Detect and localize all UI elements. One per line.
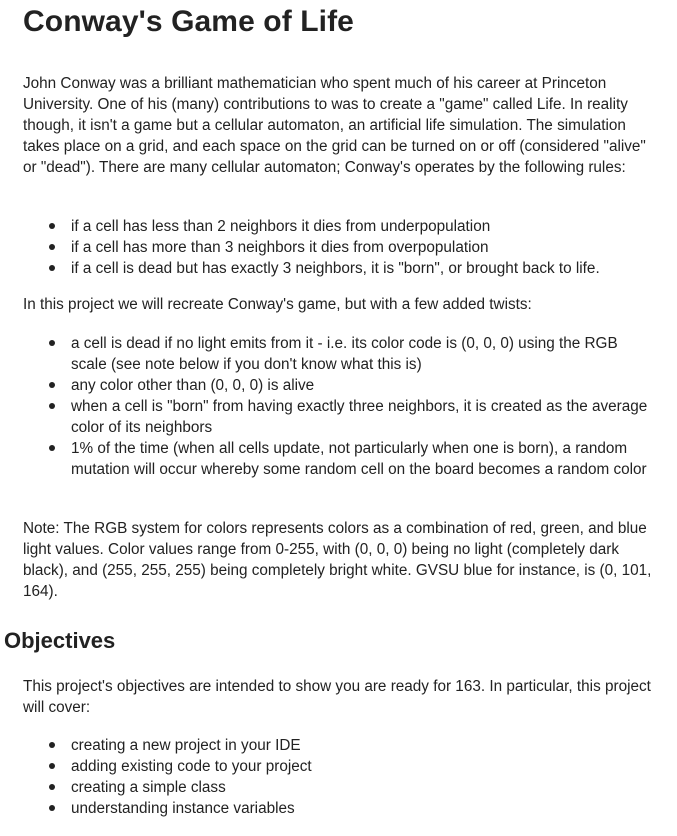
bullet-icon bbox=[49, 805, 55, 811]
bullet-icon bbox=[49, 223, 55, 229]
bullet-icon bbox=[49, 784, 55, 790]
list-item: understanding instance variables bbox=[23, 798, 653, 819]
list-item: creating a simple class bbox=[23, 777, 653, 798]
list-item: a cell is dead if no light emits from it - i.e. its color code is (0, 0, 0) using the RGB scale (see note below if you don't know what this is) bbox=[23, 333, 653, 375]
objectives-heading: Objectives bbox=[4, 628, 116, 653]
objectives-list bbox=[23, 735, 653, 819]
page-title: Conway's Game of Life bbox=[23, 5, 354, 38]
bullet-icon bbox=[49, 403, 55, 409]
list-item: creating a new project in your IDE bbox=[23, 735, 653, 756]
rgb-note-paragraph: Note: The RGB system for colors represents colors as a combination of red, green, and blue light values. Color values range from 0-255, with (0, 0, 0) being no light (completely dark black), and (255, 255, 255) being completely bright white. GVSU blue for instance, is (0, 101, 164). bbox=[23, 520, 652, 600]
list-item: adding existing code to your project bbox=[23, 756, 653, 777]
twists-list bbox=[23, 333, 653, 480]
bullet-icon bbox=[49, 382, 55, 388]
list-item: if a cell has more than 3 neighbors it dies from overpopulation bbox=[23, 237, 653, 258]
rules-list bbox=[23, 216, 653, 279]
list-item: if a cell has less than 2 neighbors it dies from underpopulation bbox=[23, 216, 653, 237]
intro-paragraph: John Conway was a brilliant mathematician who spent much of his career at Princeton University. One of his (many) contributions to was to create a "game" called Life. In reality though, it isn't a game but a cellular automaton, an artificial life simulation. The simulation takes place on a grid, and each space on the grid can be turned on or off (considered "alive" or "dead"). There are many cellular automaton; Conway's operates by the following rules: bbox=[23, 75, 646, 176]
bullet-icon bbox=[49, 244, 55, 250]
bullet-icon bbox=[49, 742, 55, 748]
objectives-intro-paragraph: This project's objectives are intended to show you are ready for 163. In particular, this project will cover: bbox=[23, 678, 651, 716]
list-item: if a cell is dead but has exactly 3 neighbors, it is "born", or brought back to life. bbox=[23, 258, 653, 279]
bullet-icon bbox=[49, 445, 55, 451]
bullet-icon bbox=[49, 763, 55, 769]
list-item: 1% of the time (when all cells update, not particularly when one is born), a random mutation will occur whereby some random cell on the board becomes a random color bbox=[23, 438, 653, 480]
bullet-icon bbox=[49, 340, 55, 346]
twists-intro-paragraph: In this project we will recreate Conway's game, but with a few added twists: bbox=[23, 296, 532, 313]
list-item: any color other than (0, 0, 0) is alive bbox=[23, 375, 653, 396]
list-item: when a cell is "born" from having exactly three neighbors, it is created as the average color of its neighbors bbox=[23, 396, 653, 438]
bullet-icon bbox=[49, 265, 55, 271]
